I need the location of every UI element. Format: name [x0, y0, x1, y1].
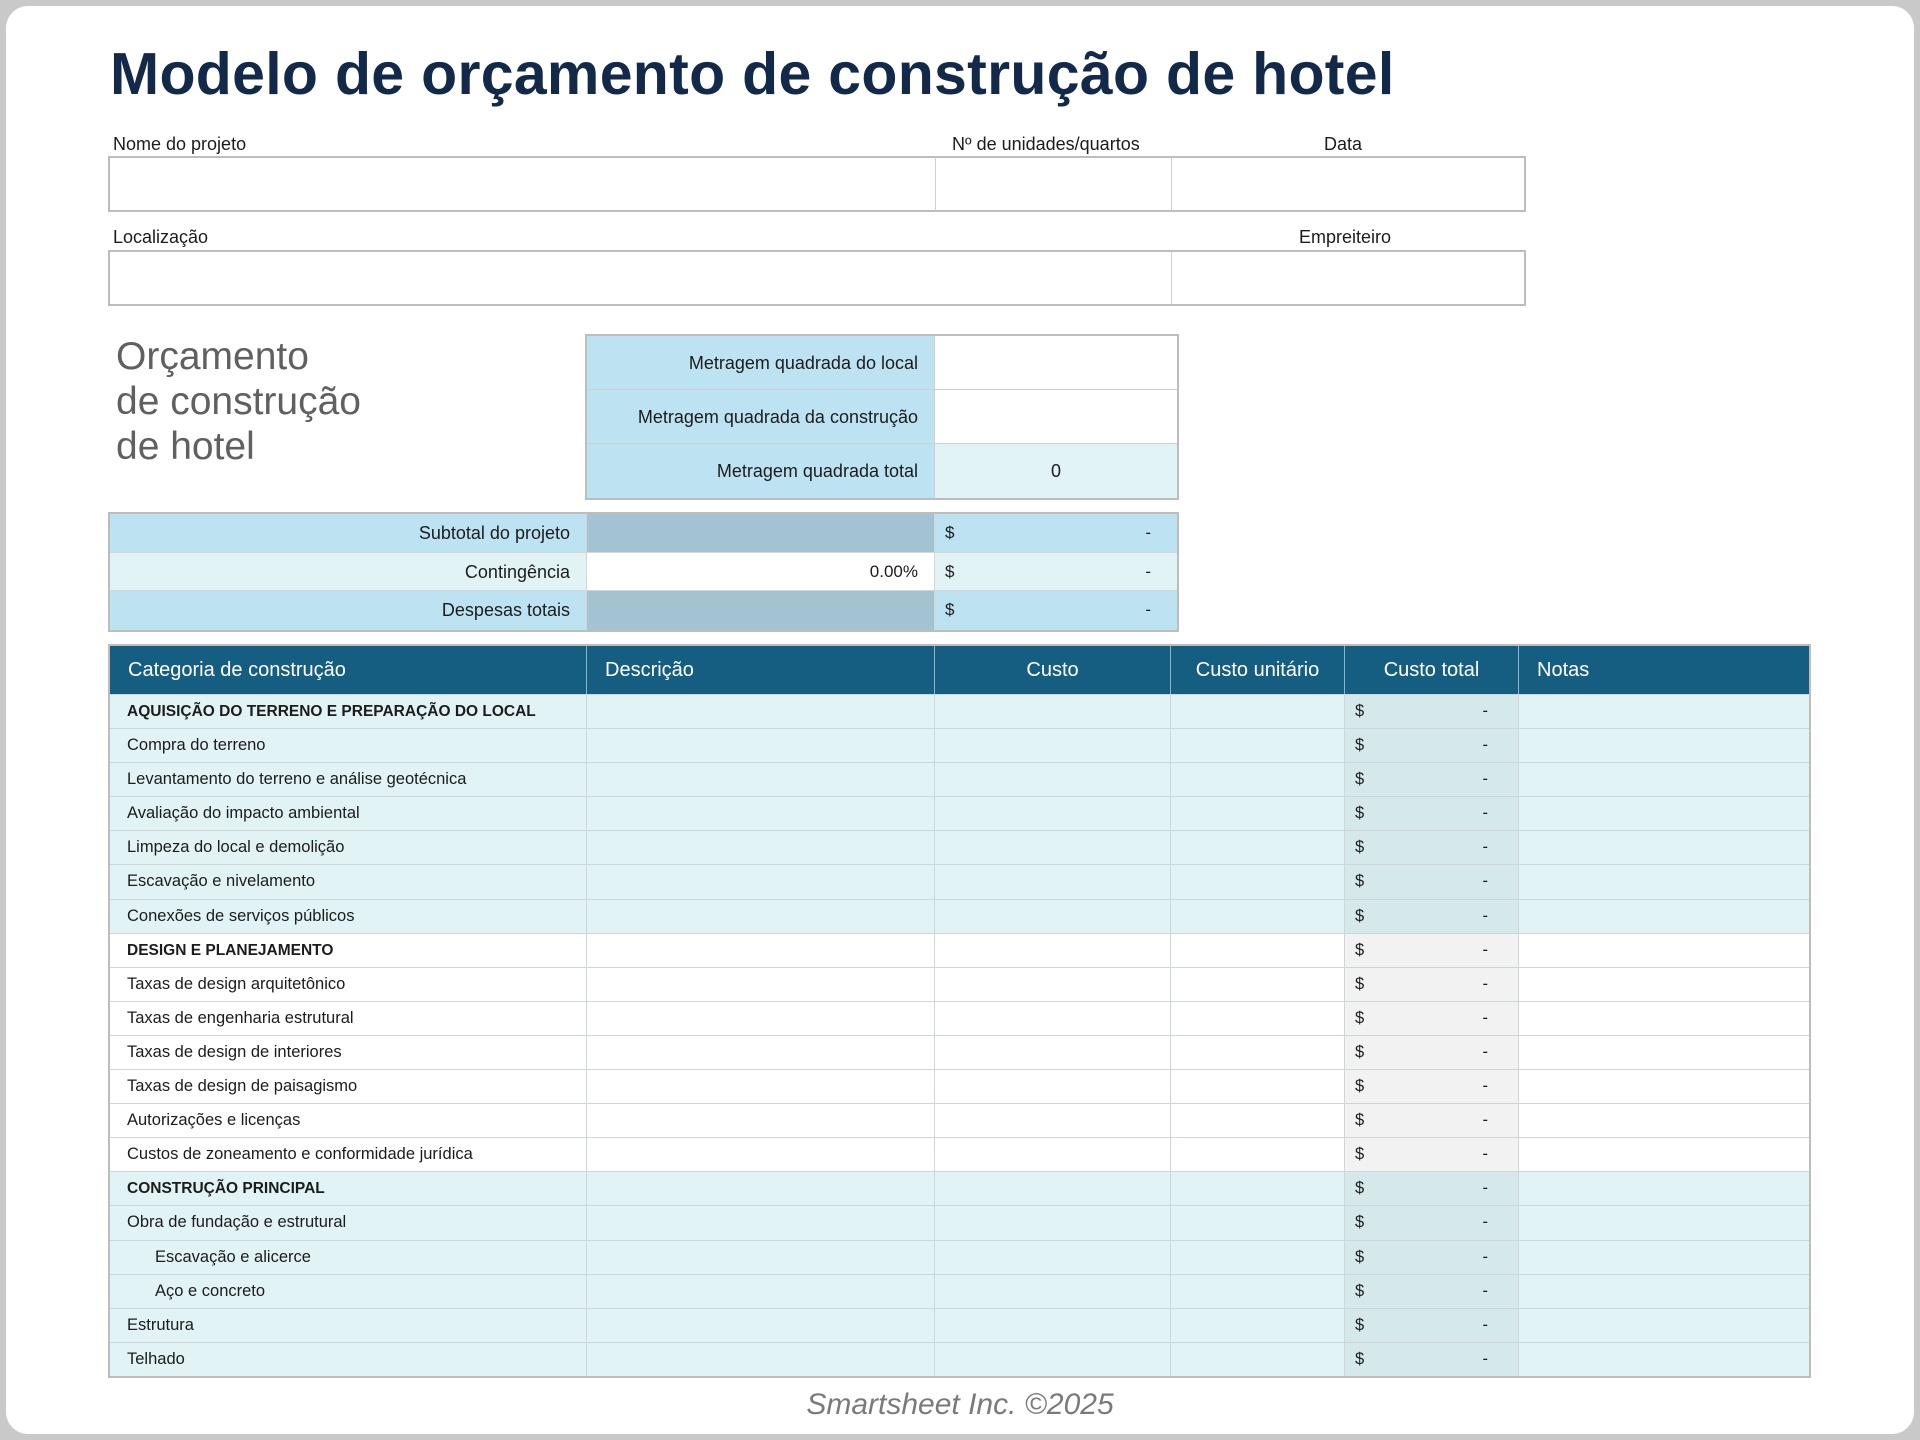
table-row — [110, 1274, 1809, 1308]
summary-label: Contingência — [110, 553, 587, 591]
category-cell: Taxas de design arquitetônico — [110, 968, 587, 1001]
notes-cell[interactable] — [1519, 1036, 1809, 1069]
total-cost-cell — [1345, 1070, 1519, 1103]
table-row — [110, 1069, 1809, 1103]
notes-cell[interactable] — [1519, 1138, 1809, 1171]
unit-cost-cell[interactable] — [1171, 1206, 1345, 1239]
summary-mid — [587, 514, 935, 552]
summary-row — [110, 591, 1177, 630]
category-cell: Autorizações e licenças — [110, 1104, 587, 1137]
category-cell: Telhado — [110, 1343, 587, 1376]
currency-symbol: $ — [1355, 702, 1365, 720]
summary-amount — [935, 591, 1177, 630]
category-cell: Limpeza do local e demolição — [110, 831, 587, 864]
total-cost-cell — [1345, 1036, 1519, 1069]
unit-cost-cell[interactable] — [1171, 1104, 1345, 1137]
category-cell: Custos de zoneamento e conformidade jurídica — [110, 1138, 587, 1171]
building-sqft-input[interactable] — [935, 390, 1177, 443]
project-info-row — [108, 156, 1526, 212]
budget-summary — [108, 512, 1179, 632]
currency-symbol: $ — [1355, 1315, 1365, 1334]
cost-cell[interactable] — [935, 763, 1171, 796]
category-cell: CONSTRUÇÃO PRINCIPAL — [110, 1172, 587, 1205]
category-cell: Estrutura — [110, 1309, 587, 1342]
template-sheet — [6, 6, 1914, 1434]
cost-cell[interactable] — [935, 1206, 1171, 1239]
sqft-row — [587, 444, 1177, 498]
total-cost-value: - — [1482, 804, 1488, 823]
table-row — [110, 1035, 1809, 1069]
unit-cost-cell[interactable] — [1171, 797, 1345, 830]
cost-cell[interactable] — [935, 695, 1171, 728]
date-field[interactable] — [1172, 158, 1524, 210]
unit-cost-cell[interactable] — [1171, 1172, 1345, 1205]
cost-cell[interactable] — [935, 797, 1171, 830]
cost-cell[interactable] — [935, 1172, 1171, 1205]
unit-cost-cell[interactable] — [1171, 1138, 1345, 1171]
notes-cell[interactable] — [1519, 729, 1809, 762]
column-header: Custo unitário — [1171, 646, 1345, 694]
project-name-label: Nome do projeto — [113, 134, 247, 154]
currency-symbol: $ — [1355, 736, 1365, 755]
total-cost-cell — [1345, 968, 1519, 1001]
unit-cost-cell[interactable] — [1171, 1309, 1345, 1342]
total-cost-cell — [1345, 797, 1519, 830]
description-cell[interactable] — [587, 831, 935, 864]
total-cost-cell — [1345, 1172, 1519, 1205]
table-row — [110, 796, 1809, 830]
unit-cost-cell[interactable] — [1171, 934, 1345, 967]
currency-symbol: $ — [945, 523, 955, 542]
total-cost-value: - — [1482, 1008, 1488, 1027]
sqft-label: Metragem quadrada da construção — [587, 390, 935, 443]
total-cost-cell — [1345, 1241, 1519, 1274]
total-cost-value: - — [1482, 940, 1488, 959]
project-name-field[interactable] — [110, 158, 936, 210]
total-cost-cell — [1345, 1309, 1519, 1342]
cost-cell[interactable] — [935, 934, 1171, 967]
currency-symbol: $ — [1355, 1349, 1365, 1368]
cost-cell[interactable] — [935, 1104, 1171, 1137]
contractor-label: Empreiteiro — [1299, 227, 1392, 247]
table-row — [110, 1240, 1809, 1274]
currency-symbol: $ — [1355, 804, 1365, 823]
notes-cell[interactable] — [1519, 1070, 1809, 1103]
notes-cell[interactable] — [1519, 1206, 1809, 1239]
total-cost-value: - — [1482, 1349, 1488, 1368]
total-cost-cell — [1345, 865, 1519, 898]
table-row — [110, 1205, 1809, 1239]
unit-cost-cell[interactable] — [1171, 1002, 1345, 1035]
units-field[interactable] — [936, 158, 1172, 210]
notes-cell[interactable] — [1519, 900, 1809, 933]
location-label: Localização — [113, 227, 209, 247]
description-cell[interactable] — [587, 1206, 935, 1239]
footer-copyright: Smartsheet Inc. ©2025 — [806, 1388, 1114, 1421]
table-row — [110, 1137, 1809, 1171]
cost-cell[interactable] — [935, 1070, 1171, 1103]
total-cost-cell — [1345, 831, 1519, 864]
site-sqft-input[interactable] — [935, 336, 1177, 389]
table-row — [110, 1308, 1809, 1342]
sqft-label: Metragem quadrada total — [587, 444, 935, 498]
description-cell[interactable] — [587, 865, 935, 898]
description-cell[interactable] — [587, 729, 935, 762]
notes-cell[interactable] — [1519, 1309, 1809, 1342]
unit-cost-cell[interactable] — [1171, 1036, 1345, 1069]
amount-value: - — [1145, 561, 1151, 581]
table-row — [110, 967, 1809, 1001]
total-cost-value: - — [1482, 1315, 1488, 1334]
total-cost-cell — [1345, 934, 1519, 967]
notes-cell[interactable] — [1519, 1104, 1809, 1137]
total-cost-cell — [1345, 1138, 1519, 1171]
amount-value: - — [1145, 600, 1151, 619]
total-cost-cell — [1345, 763, 1519, 796]
summary-label: Subtotal do projeto — [110, 514, 587, 552]
currency-symbol: $ — [1355, 1281, 1365, 1300]
description-cell[interactable] — [587, 968, 935, 1001]
column-header: Descrição — [587, 646, 935, 694]
category-cell: Compra do terreno — [110, 729, 587, 762]
location-row — [108, 250, 1526, 306]
total-cost-value: - — [1482, 1247, 1488, 1266]
notes-cell[interactable] — [1519, 865, 1809, 898]
column-header: Custo — [935, 646, 1171, 694]
notes-cell[interactable] — [1519, 1172, 1809, 1205]
summary-amount — [935, 553, 1177, 591]
table-row — [110, 933, 1809, 967]
description-cell[interactable] — [587, 763, 935, 796]
cost-cell[interactable] — [935, 831, 1171, 864]
cost-cell[interactable] — [935, 1138, 1171, 1171]
description-cell[interactable] — [587, 1104, 935, 1137]
total-sqft-value: 0 — [935, 444, 1177, 498]
table-row — [110, 899, 1809, 933]
date-label: Data — [1324, 134, 1363, 154]
notes-cell[interactable] — [1519, 763, 1809, 796]
table-row — [110, 762, 1809, 796]
table-body — [110, 694, 1809, 1376]
unit-cost-cell[interactable] — [1171, 865, 1345, 898]
budget-heading — [116, 334, 361, 469]
description-cell[interactable] — [587, 1138, 935, 1171]
table-header — [110, 646, 1809, 694]
cost-cell[interactable] — [935, 1309, 1171, 1342]
total-cost-value: - — [1482, 974, 1488, 993]
unit-cost-cell[interactable] — [1171, 900, 1345, 933]
amount-value: - — [1145, 523, 1151, 542]
total-cost-cell — [1345, 729, 1519, 762]
cost-table — [108, 644, 1811, 1378]
page-title: Modelo de orçamento de construção de hotel — [110, 41, 1395, 107]
unit-cost-cell[interactable] — [1171, 1241, 1345, 1274]
currency-symbol: $ — [1355, 838, 1365, 857]
total-cost-value: - — [1482, 1213, 1488, 1232]
description-cell[interactable] — [587, 1002, 935, 1035]
category-cell: Avaliação do impacto ambiental — [110, 797, 587, 830]
sqft-row — [587, 390, 1177, 444]
total-cost-cell — [1345, 1206, 1519, 1239]
column-header: Notas — [1537, 659, 1590, 681]
currency-symbol: $ — [1355, 1247, 1365, 1266]
summary-row — [110, 514, 1177, 553]
notes-cell[interactable] — [1519, 797, 1809, 830]
total-cost-value: - — [1482, 906, 1488, 925]
table-row — [110, 1001, 1809, 1035]
total-cost-value: - — [1482, 838, 1488, 857]
total-cost-cell — [1345, 1343, 1519, 1376]
description-cell[interactable] — [587, 1070, 935, 1103]
table-row — [110, 1342, 1809, 1376]
currency-symbol: $ — [1355, 1111, 1365, 1130]
units-label: Nº de unidades/quartos — [952, 134, 1140, 154]
cost-cell[interactable] — [935, 1002, 1171, 1035]
unit-cost-cell[interactable] — [1171, 763, 1345, 796]
category-cell: AQUISIÇÃO DO TERRENO E PREPARAÇÃO DO LOCAL — [110, 695, 587, 728]
notes-cell[interactable] — [1519, 1241, 1809, 1274]
summary-label: Despesas totais — [110, 591, 587, 630]
description-cell[interactable] — [587, 900, 935, 933]
total-cost-cell — [1345, 695, 1519, 728]
budget-heading-line: de construção — [116, 380, 361, 423]
category-cell: Escavação e alicerce — [110, 1241, 587, 1274]
cost-cell[interactable] — [935, 1241, 1171, 1274]
currency-symbol: $ — [1355, 1145, 1365, 1164]
currency-symbol: $ — [1355, 872, 1365, 891]
table-row — [110, 1171, 1809, 1205]
currency-symbol: $ — [1355, 1077, 1365, 1096]
unit-cost-cell[interactable] — [1171, 1343, 1345, 1376]
category-cell: Aço e concreto — [110, 1275, 587, 1308]
total-cost-value: - — [1482, 1111, 1488, 1130]
currency-symbol: $ — [1355, 1179, 1365, 1198]
category-cell: DESIGN E PLANEJAMENTO — [110, 934, 587, 967]
sqft-label: Metragem quadrada do local — [587, 336, 935, 389]
category-cell: Obra de fundação e estrutural — [110, 1206, 587, 1239]
category-cell: Taxas de engenharia estrutural — [110, 1002, 587, 1035]
description-cell[interactable] — [587, 797, 935, 830]
table-row — [110, 728, 1809, 762]
total-cost-value: - — [1482, 1042, 1488, 1061]
table-row — [110, 864, 1809, 898]
description-cell[interactable] — [587, 695, 935, 728]
total-cost-cell — [1345, 1275, 1519, 1308]
contractor-field[interactable] — [1172, 252, 1524, 304]
summary-mid — [587, 591, 935, 630]
description-cell[interactable] — [587, 1036, 935, 1069]
currency-symbol: $ — [1355, 770, 1365, 789]
total-cost-value: - — [1482, 736, 1488, 755]
description-cell[interactable] — [587, 1172, 935, 1205]
total-cost-value: - — [1482, 872, 1488, 891]
currency-symbol: $ — [1355, 1213, 1365, 1232]
description-cell[interactable] — [587, 1241, 935, 1274]
location-field[interactable] — [110, 252, 1172, 304]
notes-cell[interactable] — [1519, 1275, 1809, 1308]
description-cell[interactable] — [587, 1343, 935, 1376]
notes-cell[interactable] — [1519, 1343, 1809, 1376]
column-header: Custo total — [1345, 646, 1519, 694]
total-cost-cell — [1345, 1002, 1519, 1035]
total-cost-value: - — [1482, 702, 1488, 720]
total-cost-value: - — [1482, 1077, 1488, 1096]
category-cell: Taxas de design de interiores — [110, 1036, 587, 1069]
square-footage-table — [585, 334, 1179, 500]
description-cell[interactable] — [587, 934, 935, 967]
category-cell: Levantamento do terreno e análise geotécnica — [110, 763, 587, 796]
currency-symbol: $ — [945, 600, 955, 619]
table-row — [110, 1103, 1809, 1137]
summary-row — [110, 553, 1177, 592]
currency-symbol: $ — [1355, 974, 1365, 993]
notes-cell[interactable] — [1519, 831, 1809, 864]
table-row — [110, 830, 1809, 864]
total-cost-value: - — [1482, 1145, 1488, 1164]
category-cell: Escavação e nivelamento — [110, 865, 587, 898]
unit-cost-cell[interactable] — [1171, 695, 1345, 728]
notes-cell[interactable] — [1519, 934, 1809, 967]
category-cell: Taxas de design de paisagismo — [110, 1070, 587, 1103]
column-header: Categoria de construção — [110, 646, 587, 694]
sqft-row — [587, 336, 1177, 390]
budget-heading-line: de hotel — [116, 425, 255, 468]
total-cost-cell — [1345, 1104, 1519, 1137]
cost-cell[interactable] — [935, 1036, 1171, 1069]
summary-amount — [935, 514, 1177, 552]
unit-cost-cell[interactable] — [1171, 729, 1345, 762]
cost-cell[interactable] — [935, 900, 1171, 933]
currency-symbol: $ — [1355, 1008, 1365, 1027]
total-cost-cell — [1345, 900, 1519, 933]
currency-symbol: $ — [1355, 906, 1365, 925]
table-row — [110, 694, 1809, 728]
total-cost-value: - — [1482, 770, 1488, 789]
notes-cell[interactable] — [1519, 695, 1809, 728]
currency-symbol: $ — [1355, 1042, 1365, 1061]
cost-cell[interactable] — [935, 865, 1171, 898]
notes-cell[interactable] — [1519, 1002, 1809, 1035]
notes-cell[interactable] — [1519, 968, 1809, 1001]
description-cell[interactable] — [587, 1309, 935, 1342]
currency-symbol: $ — [945, 561, 955, 581]
total-cost-value: - — [1482, 1179, 1488, 1198]
unit-cost-cell[interactable] — [1171, 831, 1345, 864]
budget-heading-line: Orçamento — [116, 335, 309, 378]
total-cost-value: - — [1482, 1281, 1488, 1300]
unit-cost-cell[interactable] — [1171, 968, 1345, 1001]
cost-cell[interactable] — [935, 1275, 1171, 1308]
category-cell: Conexões de serviços públicos — [110, 900, 587, 933]
unit-cost-cell[interactable] — [1171, 1275, 1345, 1308]
cost-cell[interactable] — [935, 729, 1171, 762]
cost-cell[interactable] — [935, 968, 1171, 1001]
currency-symbol: $ — [1355, 940, 1365, 959]
contingency-input[interactable]: 0.00% — [587, 553, 935, 591]
description-cell[interactable] — [587, 1275, 935, 1308]
cost-cell[interactable] — [935, 1343, 1171, 1376]
unit-cost-cell[interactable] — [1171, 1070, 1345, 1103]
